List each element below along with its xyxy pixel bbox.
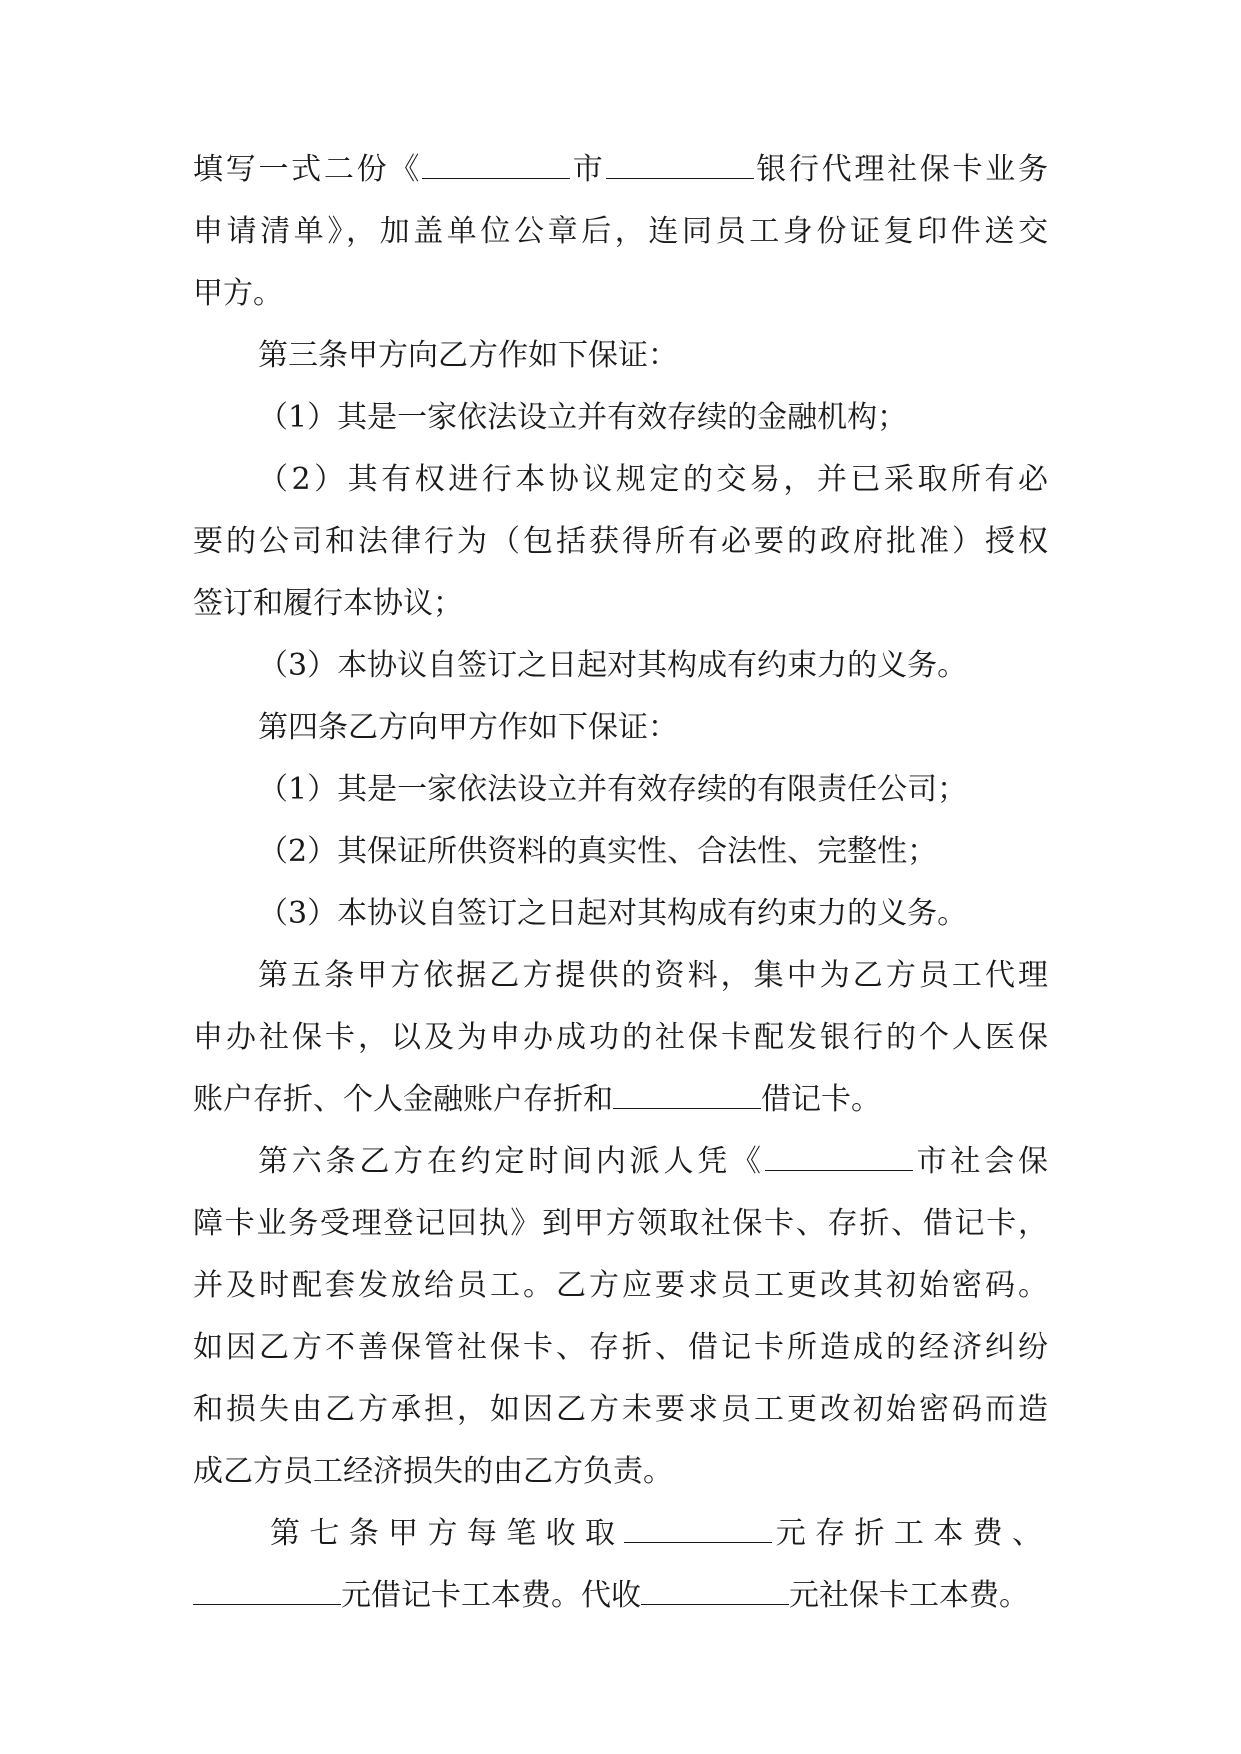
text-line <box>193 150 1048 190</box>
fill-in-blank <box>606 152 754 179</box>
fill-in-blank <box>422 152 570 179</box>
text-segment: 借记卡。 <box>761 1082 881 1117</box>
text-line: 障卡业务受理登记回执》到甲方领取社保卡、存折、借记卡， <box>193 1206 1048 1241</box>
text-line: 签订和履行本协议； <box>193 586 463 621</box>
text-line: 申请清单》，加盖单位公章后，连同员工身份证复印件送交 <box>193 214 1048 249</box>
fill-in-blank <box>641 1578 789 1605</box>
fill-in-blank <box>193 1578 341 1605</box>
text-segment: 填写一式二份《 <box>193 152 423 187</box>
article-heading: 第四条乙方向甲方作如下保证： <box>258 710 678 745</box>
text-segment: 元存折工本费、 <box>772 1516 1048 1551</box>
text-segment: 元社保卡工本费。 <box>789 1578 1029 1613</box>
fill-in-blank <box>624 1516 772 1543</box>
list-item: （3）本协议自签订之日起对其构成有约束力的义务。 <box>258 648 968 683</box>
text-segment: 第六条乙方在约定时间内派人凭《 <box>258 1144 765 1179</box>
text-line: 成乙方员工经济损失的由乙方负责。 <box>193 1454 673 1489</box>
list-item: （1）其是一家依法设立并有效存续的金融机构； <box>258 400 908 435</box>
text-segment: 市 <box>570 152 606 187</box>
article-heading <box>270 1514 1048 1554</box>
text-line: 申办社保卡，以及为申办成功的社保卡配发银行的个人医保 <box>193 1020 1048 1055</box>
fill-in-blank <box>613 1082 761 1109</box>
text-line: 要的公司和法律行为（包括获得所有必要的政府批准）授权 <box>193 524 1048 559</box>
text-line: 甲方。 <box>193 276 283 311</box>
text-segment: 账户存折、个人金融账户存折和 <box>193 1082 613 1117</box>
article-heading: 第三条甲方向乙方作如下保证： <box>258 338 678 373</box>
list-item: （1）其是一家依法设立并有效存续的有限责任公司； <box>258 772 968 807</box>
text-segment: 第七条甲方每笔收取 <box>270 1516 625 1551</box>
text-segment: 市社会保 <box>912 1144 1049 1179</box>
list-item: （3）本协议自签订之日起对其构成有约束力的义务。 <box>258 896 968 931</box>
article-heading <box>258 1142 1048 1182</box>
text-line <box>193 1080 881 1120</box>
text-line: 如因乙方不善保管社保卡、存折、借记卡所造成的经济纠纷 <box>193 1330 1048 1365</box>
text-line: 和损失由乙方承担，如因乙方未要求员工更改初始密码而造 <box>193 1392 1048 1427</box>
list-item: （2）其保证所供资料的真实性、合法性、完整性； <box>258 834 938 869</box>
fill-in-blank <box>765 1144 913 1171</box>
text-line: 并及时配套发放给员工。乙方应要求员工更改其初始密码。 <box>193 1268 1048 1303</box>
text-line <box>193 1576 1048 1616</box>
list-item: （2）其有权进行本协议规定的交易，并已采取所有必 <box>258 462 1048 497</box>
article-heading: 第五条甲方依据乙方提供的资料，集中为乙方员工代理 <box>258 958 1048 993</box>
text-segment: 银行代理社保卡业务 <box>753 152 1049 187</box>
text-segment: 元借记卡工本费。代收 <box>341 1578 641 1613</box>
